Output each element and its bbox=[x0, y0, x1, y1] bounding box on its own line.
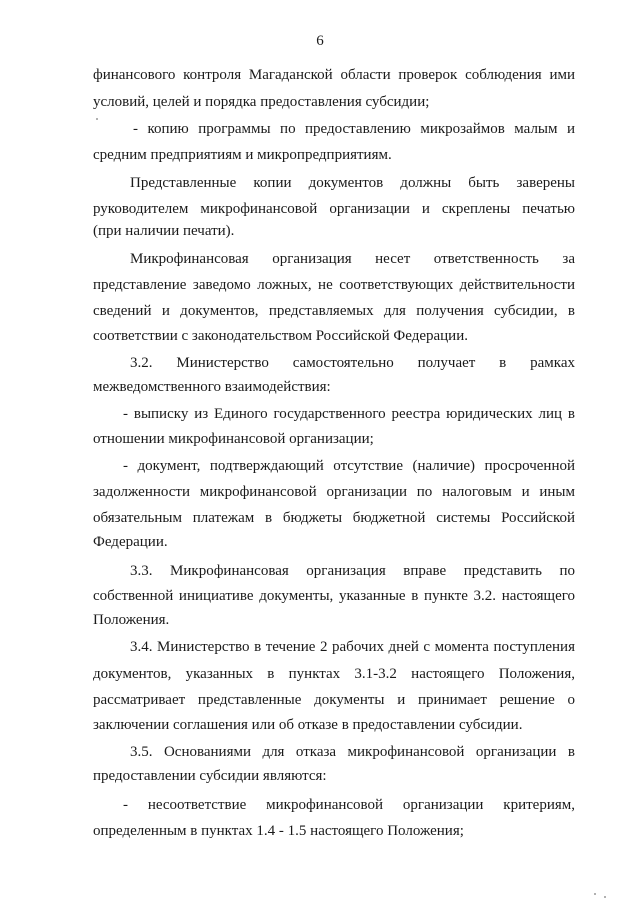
text-line-3: - копию программы по предоставлению микрозаймов малым и bbox=[133, 121, 575, 137]
text-line-14: - выписку из Единого государственного реестра юридических лиц в bbox=[123, 406, 575, 422]
text-line-15: отношении микрофинансовой организации; bbox=[93, 431, 374, 447]
text-line-6: руководителем микрофинансовой организации и скреплены печатью bbox=[93, 201, 575, 217]
scan-speck bbox=[594, 893, 596, 895]
text-line-4: средним предприятиям и микропредприятиям. bbox=[93, 147, 392, 163]
text-line-17: задолженности микрофинансовой организации по налоговым и иным bbox=[93, 484, 575, 500]
text-line-2: условий, целей и порядка предоставления субсидии; bbox=[93, 94, 430, 110]
text-line-29: - несоответствие микрофинансовой организации критериям, bbox=[123, 797, 575, 813]
text-line-9: представление заведомо ложных, не соответствующих действительности bbox=[93, 277, 575, 293]
page-number: 6 bbox=[316, 33, 324, 49]
text-line-25: рассматривает представленные документы и принимает решение о bbox=[93, 692, 575, 708]
text-line-30: определенным в пунктах 1.4 - 1.5 настоящего Положения; bbox=[93, 823, 464, 839]
text-line-5: Представленные копии документов должны быть заверены bbox=[130, 175, 575, 191]
text-line-26: заключении соглашения или об отказе в предоставлении субсидии. bbox=[93, 717, 523, 733]
text-line-8: Микрофинансовая организация несет ответственность за bbox=[130, 251, 575, 267]
text-line-22: Положения. bbox=[93, 612, 170, 628]
text-line-11: соответствии с законодательством Российской Федерации. bbox=[93, 328, 468, 344]
text-line-21: собственной инициативе документы, указанные в пункте 3.2. настоящего bbox=[93, 588, 575, 604]
text-line-28: предоставлении субсидии являются: bbox=[93, 768, 327, 784]
scan-speck bbox=[96, 118, 98, 120]
text-line-24: документов, указанных в пунктах 3.1-3.2 настоящего Положения, bbox=[93, 666, 575, 682]
text-line-23: 3.4. Министерство в течение 2 рабочих дней с момента поступления bbox=[130, 639, 575, 655]
text-line-13: межведомственного взаимодействия: bbox=[93, 379, 331, 395]
text-line-18: обязательным платежам в бюджеты бюджетной системы Российской bbox=[93, 510, 575, 526]
scan-speck bbox=[604, 896, 606, 898]
text-line-20: 3.3. Микрофинансовая организация вправе представить по bbox=[130, 563, 575, 579]
text-line-27: 3.5. Основаниями для отказа микрофинансовой организации в bbox=[130, 744, 575, 760]
text-line-7: (при наличии печати). bbox=[93, 223, 235, 239]
text-line-16: - документ, подтверждающий отсутствие (наличие) просроченной bbox=[123, 458, 575, 474]
text-line-19: Федерации. bbox=[93, 534, 168, 550]
text-line-10: сведений и документов, представляемых для получения субсидии, в bbox=[93, 303, 575, 319]
text-line-1: финансового контроля Магаданской области проверок соблюдения ими bbox=[93, 67, 575, 83]
text-line-12: 3.2. Министерство самостоятельно получает в рамках bbox=[130, 355, 575, 371]
